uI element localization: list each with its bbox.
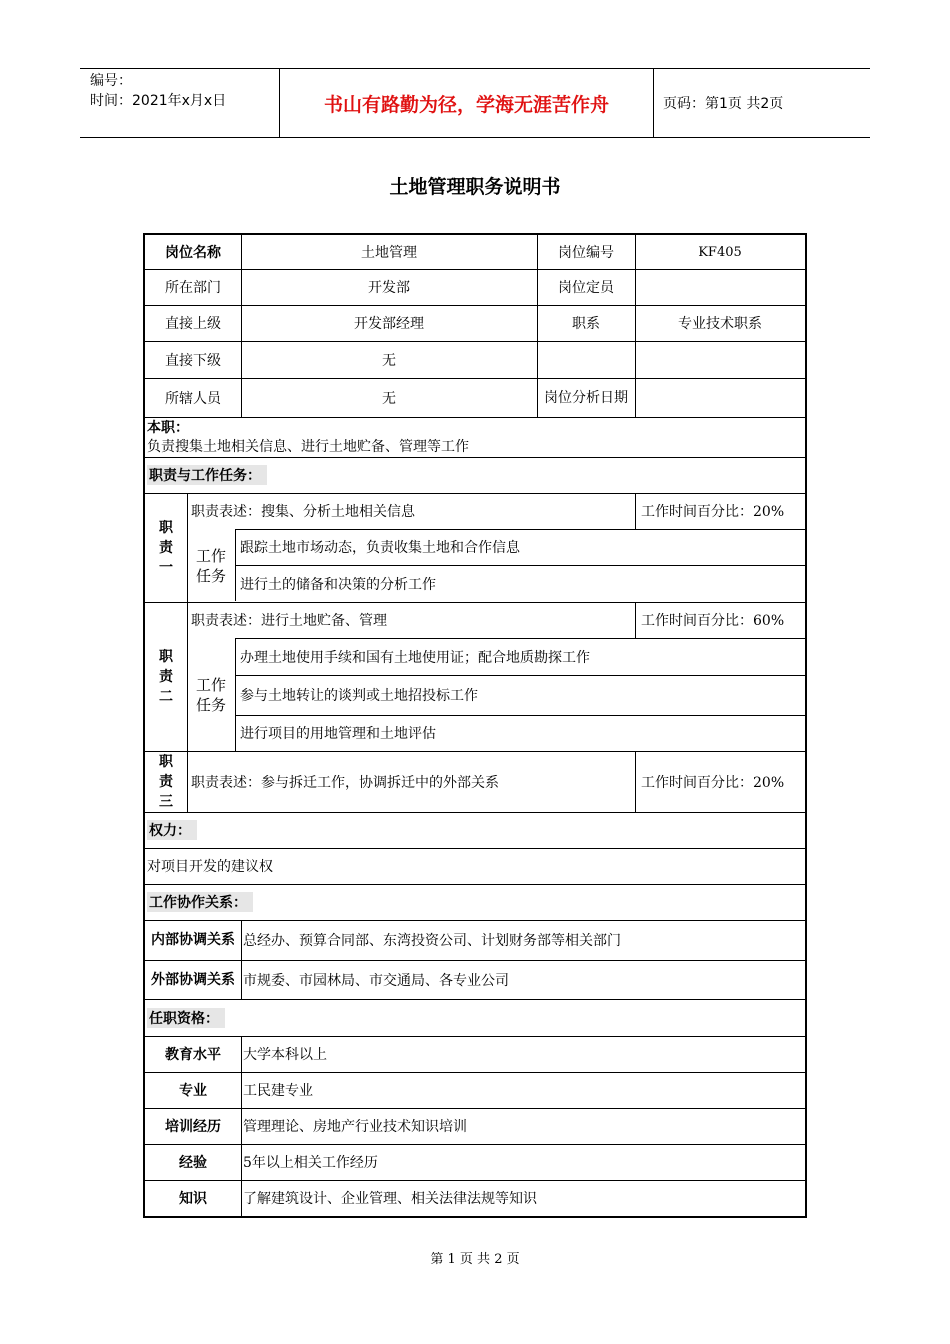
number-label: 编号： <box>90 73 132 89</box>
duty-2-time: 工作时间百分比：60% <box>641 613 785 629</box>
relations-label: 工作协作关系： <box>147 892 253 912</box>
experience-value: 5年以上相关工作经历 <box>243 1155 378 1171</box>
dept-label: 所在部门 <box>165 280 221 296</box>
time-label: 时间：2021年x月x日 <box>90 93 227 109</box>
external-label: 外部协调关系 <box>151 971 235 988</box>
superior-label: 直接上级 <box>165 316 221 332</box>
staff-value: 无 <box>382 390 396 407</box>
duty-1-task-2: 进行土的储备和决策的分析工作 <box>240 576 436 593</box>
duty-2-task-label: 工作 任务 <box>195 675 226 714</box>
education-value: 大学本科以上 <box>243 1047 327 1063</box>
duty-2-task-2: 参与土地转让的谈判或土地招投标工作 <box>240 688 478 704</box>
header-motto: 书山有路勤为径，学海无涯苦作舟 <box>280 69 654 137</box>
knowledge-value: 了解建筑设计、企业管理、相关法律法规等知识 <box>243 1191 537 1207</box>
header-page-code: 页码：第1页 共2页 <box>663 96 784 112</box>
staff-label: 所辖人员 <box>165 390 221 407</box>
quota-label: 岗位定员 <box>558 280 614 296</box>
header-meta <box>80 69 280 137</box>
subordinate-label: 直接下级 <box>165 352 221 369</box>
major-value: 工民建专业 <box>243 1083 313 1099</box>
duty-main-text: 负责搜集土地相关信息、进行土地贮备、管理等工作 <box>147 439 469 455</box>
subordinate-value: 无 <box>382 352 396 369</box>
internal-label: 内部协调关系 <box>151 932 235 948</box>
analysis-date-value <box>635 378 805 417</box>
quota-value <box>635 269 805 305</box>
post-no-label: 岗位编号 <box>558 245 614 261</box>
duty-2-task-1: 办理土地使用手续和国有土地使用证；配合地质勘探工作 <box>240 649 590 666</box>
duty-1-time: 工作时间百分比：20% <box>641 504 785 520</box>
dept-value: 开发部 <box>368 280 410 296</box>
experience-label: 经验 <box>179 1155 207 1171</box>
authority-heading <box>147 812 803 848</box>
duty-3-label: 职 责 三 <box>159 753 173 810</box>
superior-value: 开发部经理 <box>354 316 424 332</box>
post-name-value: 土地管理 <box>361 245 417 261</box>
job-description-table <box>143 233 807 1218</box>
post-name-label: 岗位名称 <box>165 245 221 261</box>
qualifications-heading <box>147 999 803 1036</box>
post-no-value: KF405 <box>698 244 742 260</box>
education-label: 教育水平 <box>165 1047 221 1063</box>
duty-1-label: 职 责 一 <box>159 519 173 576</box>
series-label: 职系 <box>572 316 600 332</box>
authority-text: 对项目开发的建议权 <box>147 859 273 875</box>
duty-2-desc: 职责表述：进行土地贮备、管理 <box>191 613 387 629</box>
duties-section-heading <box>147 457 803 493</box>
duty-main-block <box>147 419 803 457</box>
series-value: 专业技术职系 <box>678 316 762 332</box>
doc-title: 土地管理职务说明书 <box>389 176 561 198</box>
duty-1-task-label: 工作 任务 <box>195 546 226 585</box>
relations-heading <box>147 884 803 920</box>
authority-label: 权力： <box>147 820 197 840</box>
page-header <box>80 68 870 138</box>
duty-2-task-3: 进行项目的用地管理和土地评估 <box>240 726 436 742</box>
analysis-date-label: 岗位分析日期 <box>544 389 628 406</box>
external-value: 市规委、市园林局、市交通局、各专业公司 <box>243 972 509 989</box>
knowledge-label: 知识 <box>179 1191 207 1207</box>
duties-section-label: 职责与工作任务： <box>147 465 267 485</box>
qualifications-label: 任职资格： <box>147 1008 225 1028</box>
training-value: 管理理论、房地产行业技术知识培训 <box>243 1119 467 1135</box>
internal-value: 总经办、预算合同部、东湾投资公司、计划财务部等相关部门 <box>243 933 621 949</box>
training-label: 培训经历 <box>165 1119 221 1135</box>
major-label: 专业 <box>179 1083 207 1099</box>
duty-1-task-1: 跟踪土地市场动态，负责收集土地和合作信息 <box>240 540 520 556</box>
duty-3-time: 工作时间百分比：20% <box>641 774 785 791</box>
duty-3-desc: 职责表述：参与拆迁工作，协调拆迁中的外部关系 <box>191 774 499 791</box>
duty-2-label: 职 责 二 <box>159 648 173 705</box>
page-footer: 第 1 页 共 2 页 <box>430 1252 520 1267</box>
duty-main-label: 本职： <box>147 420 189 436</box>
duty-1-desc: 职责表述：搜集、分析土地相关信息 <box>191 504 415 520</box>
